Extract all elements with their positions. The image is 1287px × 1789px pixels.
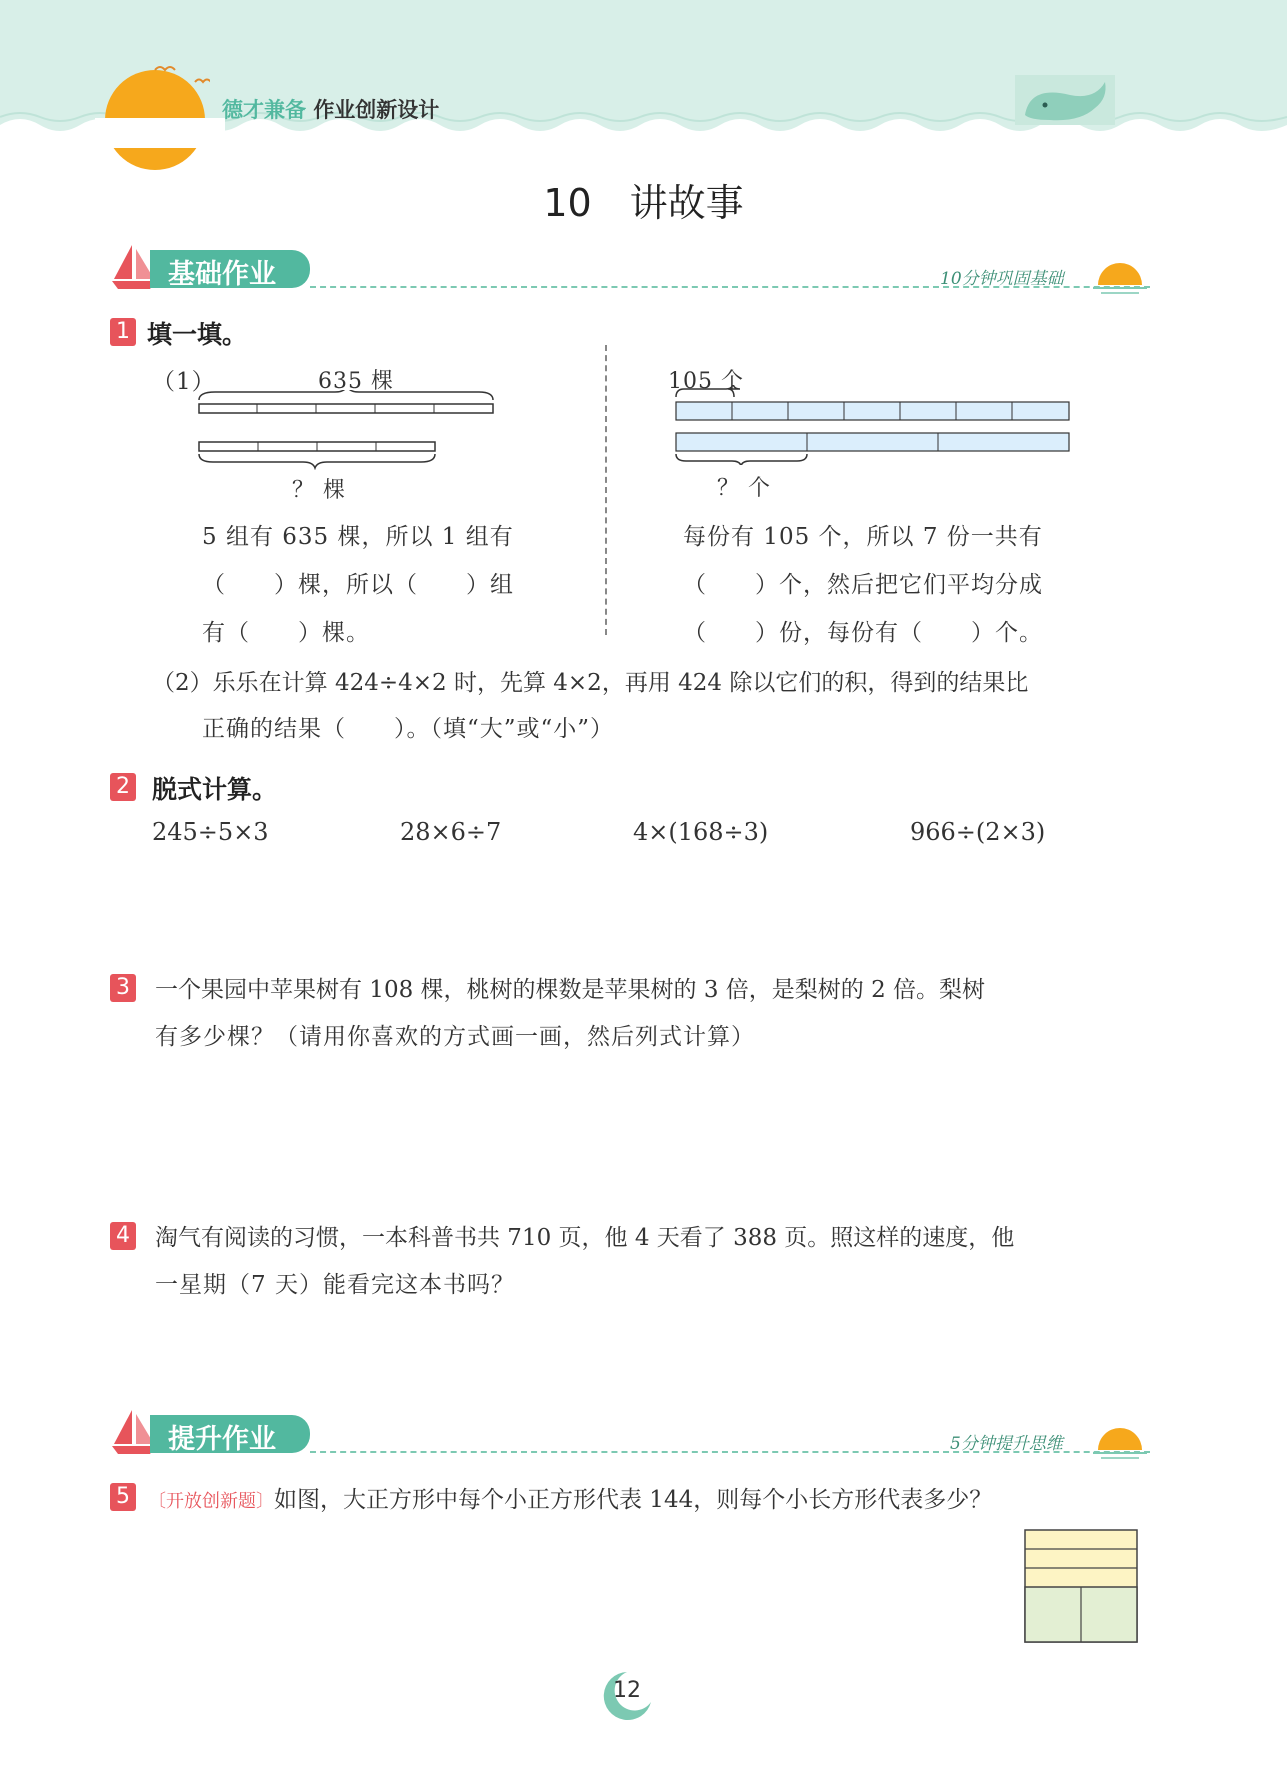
q5-text: 如图，大正方形中每个小正方形代表 144，则每个小长方形代表多少？ [274, 1487, 993, 1513]
section-subtitle-advanced: 5分钟提升思维 [950, 1434, 1063, 1454]
question-number-3: 3 [110, 974, 136, 1002]
q3-line-2: 有多少棵？（请用你喜欢的方式画一画，然后列式计算） [155, 1024, 755, 1050]
segment-diagram-right [670, 385, 1075, 465]
sunset-icon [1093, 1420, 1147, 1460]
birds-icon [150, 60, 210, 90]
section-subtitle-basic: 10分钟巩固基础 [940, 269, 1064, 289]
expression-3: 4×(168÷3) [633, 818, 769, 846]
column-separator [605, 345, 607, 635]
q1-right-line-2: （ ）个，然后把它们平均分成 [683, 572, 1043, 598]
q1-right-line-3: （ ）份，每份有（ ）个。 [683, 620, 1043, 646]
q5-line [148, 1481, 992, 1514]
q1-right-line-1: 每份有 105 个，所以 7 份一共有 [683, 524, 1043, 550]
page-number: 12 [613, 1678, 641, 1703]
expression-1: 245÷5×3 [152, 818, 269, 846]
q1-left-line-1: 5 组有 635 棵，所以 1 组有 [202, 524, 514, 550]
diagram-left-bottom-label: ？ 棵 [292, 478, 346, 503]
q3-line-1: 一个果园中苹果树有 108 棵，桃树的棵数是苹果树的 3 倍，是梨树的 2 倍。梨树 [155, 977, 986, 1003]
section-label-basic: 基础作业 [168, 259, 276, 290]
whale-icon [1010, 70, 1120, 130]
diagram-right-bottom-label: ？ 个 [717, 476, 771, 501]
question-number-1: 1 [110, 318, 136, 346]
q1-part2-line-2: 正确的结果（ ）。（填“大”或“小”） [202, 716, 615, 742]
question-1-heading: 填一填。 [147, 320, 248, 349]
q4-line-1: 淘气有阅读的习惯，一本科普书共 710 页，他 4 天看了 388 页。照这样的速度，他 [155, 1225, 1015, 1251]
section-label-advanced: 提升作业 [168, 1424, 276, 1455]
sunset-icon [1093, 255, 1147, 295]
brand-title: 德才兼备 作业创新设计 [222, 98, 440, 122]
square-figure [1023, 1528, 1141, 1646]
diagram-right-top-label: 105 个 [668, 369, 744, 394]
q1-left-line-2: （ ）棵，所以（ ）组 [202, 572, 514, 598]
expression-4: 966÷(2×3) [910, 818, 1046, 846]
open-innovation-tag: 〔开放创新题〕 [148, 1491, 274, 1512]
lesson-title: 10 讲故事 [543, 181, 744, 225]
question-number-5: 5 [110, 1483, 136, 1511]
question-2-heading: 脱式计算。 [152, 775, 278, 804]
question-number-4: 4 [110, 1222, 136, 1250]
question-number-2: 2 [110, 773, 136, 801]
q1-part2-line-1: （2）乐乐在计算 424÷4×2 时，先算 4×2，再用 424 除以它们的积，得到的结果比 [152, 670, 1029, 696]
q4-line-2: 一星期（7 天）能看完这本书吗？ [155, 1272, 515, 1298]
diagram-left-top-label: 635 棵 [318, 369, 394, 394]
expression-2: 28×6÷7 [400, 818, 502, 846]
part-1-label: （1） [152, 369, 216, 395]
q1-left-line-3: 有（ ）棵。 [202, 620, 370, 646]
segment-diagram-left [195, 390, 505, 470]
